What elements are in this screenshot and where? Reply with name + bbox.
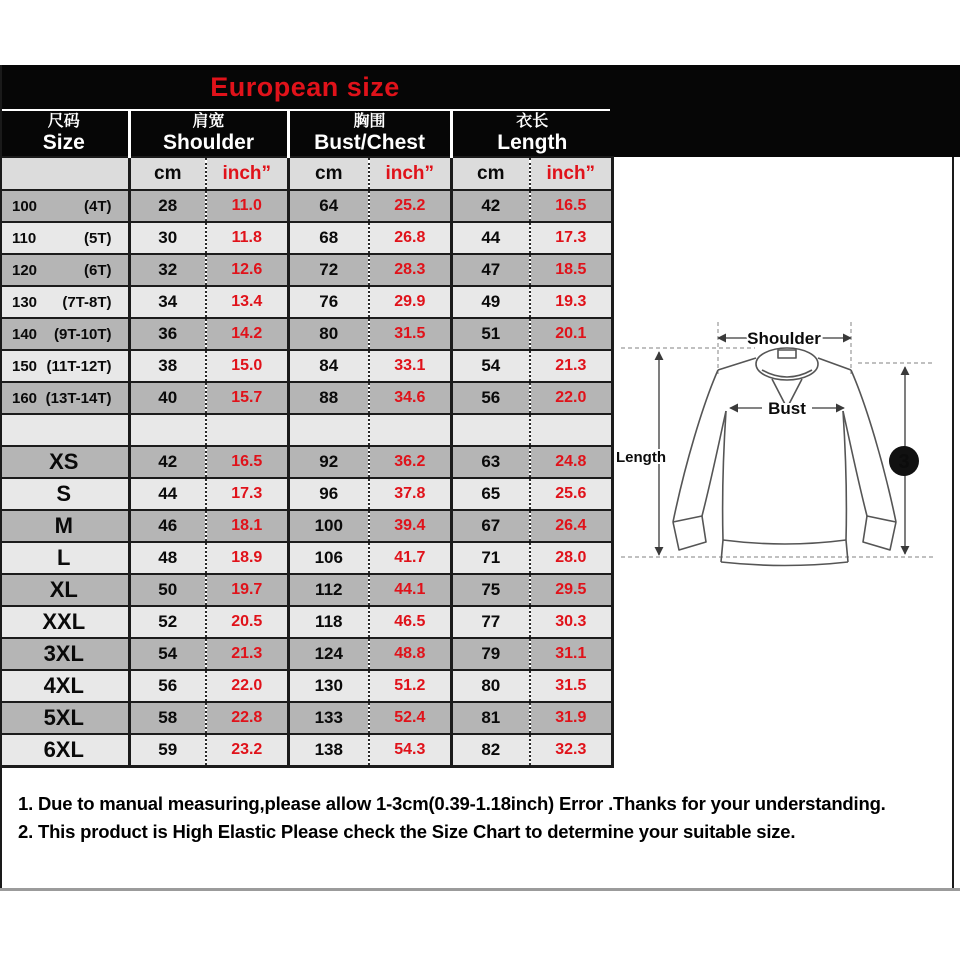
inch-value-cell: 14.2 xyxy=(206,318,288,350)
cm-value-cell: 84 xyxy=(288,350,369,382)
size-cell: 150 (11T-12T) xyxy=(0,350,129,382)
inch-value-cell: 51.2 xyxy=(369,670,451,702)
cm-value-cell: 50 xyxy=(129,574,206,606)
size-cell: L xyxy=(0,542,129,574)
column-header-length-en: Length xyxy=(497,130,568,154)
cm-value-cell: 59 xyxy=(129,734,206,767)
inch-value-cell: 31.5 xyxy=(369,318,451,350)
cm-value-cell: 80 xyxy=(451,670,530,702)
unit-blank-cell xyxy=(0,157,129,190)
frame-left-border xyxy=(0,65,2,888)
inch-value-cell: 26.8 xyxy=(369,222,451,254)
table-row xyxy=(0,382,612,414)
cm-value-cell: 81 xyxy=(451,702,530,734)
column-header-shoulder-zh: 肩宽 xyxy=(192,113,225,131)
inch-value-cell: 18.1 xyxy=(206,510,288,542)
inch-value-cell: 52.4 xyxy=(369,702,451,734)
size-table-body xyxy=(0,190,612,767)
table-row xyxy=(0,734,612,767)
column-header-size xyxy=(0,111,129,157)
bust-label: Bust xyxy=(768,399,806,418)
cm-value-cell: 58 xyxy=(129,702,206,734)
inch-value-cell xyxy=(530,414,612,446)
cm-value-cell: 88 xyxy=(288,382,369,414)
group-header-row xyxy=(0,111,612,157)
cm-value-cell: 28 xyxy=(129,190,206,222)
inch-value-cell: 39.4 xyxy=(369,510,451,542)
table-row xyxy=(0,286,612,318)
cm-value-cell: 47 xyxy=(451,254,530,286)
cm-value-cell: 67 xyxy=(451,510,530,542)
table-row xyxy=(0,702,612,734)
inch-value-cell: 17.3 xyxy=(206,478,288,510)
column-header-size-en: Size xyxy=(42,130,85,154)
table-row xyxy=(0,606,612,638)
size-cell xyxy=(0,414,129,446)
table-row xyxy=(0,478,612,510)
inch-value-cell: 36.2 xyxy=(369,446,451,478)
cm-value-cell: 77 xyxy=(451,606,530,638)
inch-value-cell: 37.8 xyxy=(369,478,451,510)
inch-value-cell: 31.9 xyxy=(530,702,612,734)
inch-value-cell: 22.8 xyxy=(206,702,288,734)
inch-value-cell: 17.3 xyxy=(530,222,612,254)
size-chart-table xyxy=(0,111,614,768)
cm-value-cell: 76 xyxy=(288,286,369,318)
column-header-bust xyxy=(288,111,451,157)
size-cell: S xyxy=(0,478,129,510)
size-cell: 160 (13T-14T) xyxy=(0,382,129,414)
cm-value-cell: 56 xyxy=(129,670,206,702)
inch-value-cell: 28.0 xyxy=(530,542,612,574)
inch-value-cell: 33.1 xyxy=(369,350,451,382)
shoulder-label: Shoulder xyxy=(747,329,821,348)
cm-value-cell: 112 xyxy=(288,574,369,606)
note-line-2: 2. This product is High Elastic Please check the Size Chart to determine your suitable size. xyxy=(18,821,796,842)
inch-value-cell: 31.5 xyxy=(530,670,612,702)
table-row xyxy=(0,350,612,382)
collar-outer xyxy=(756,348,818,380)
table-row xyxy=(0,414,612,446)
cm-value-cell: 54 xyxy=(451,350,530,382)
table-row xyxy=(0,254,612,286)
cm-value-cell: 52 xyxy=(129,606,206,638)
size-cell: 100 (4T) xyxy=(0,190,129,222)
unit-cm-header: cm xyxy=(451,157,530,190)
footer-notes xyxy=(18,790,953,846)
table-row xyxy=(0,190,612,222)
size-cell: 130 (7T-8T) xyxy=(0,286,129,318)
inch-value-cell: 31.1 xyxy=(530,638,612,670)
unit-inch-header: inch” xyxy=(369,157,451,190)
cm-value-cell: 56 xyxy=(451,382,530,414)
inch-value-cell: 29.9 xyxy=(369,286,451,318)
size-cell: 3XL xyxy=(0,638,129,670)
cm-value-cell: 96 xyxy=(288,478,369,510)
size-cell: M xyxy=(0,510,129,542)
inch-value-cell: 15.7 xyxy=(206,382,288,414)
size-cell: 110 (5T) xyxy=(0,222,129,254)
inch-value-cell: 46.5 xyxy=(369,606,451,638)
inch-value-cell: 13.4 xyxy=(206,286,288,318)
inch-value-cell: 19.3 xyxy=(530,286,612,318)
table-row xyxy=(0,222,612,254)
cm-value-cell: 138 xyxy=(288,734,369,767)
column-header-bust-en: Bust/Chest xyxy=(314,130,425,154)
inch-value-cell: 23.2 xyxy=(206,734,288,767)
inch-value-cell: 20.1 xyxy=(530,318,612,350)
measurement-arrows xyxy=(659,338,905,555)
collar-inner xyxy=(762,370,812,377)
unit-cm-header: cm xyxy=(288,157,369,190)
inch-value-cell: 12.6 xyxy=(206,254,288,286)
collar-tag xyxy=(778,350,796,358)
inch-value-cell: 15.0 xyxy=(206,350,288,382)
table-row xyxy=(0,446,612,478)
table-row xyxy=(0,318,612,350)
sweater-outline xyxy=(673,348,896,566)
unit-header-row xyxy=(0,157,612,190)
cm-value-cell xyxy=(451,414,530,446)
inch-value-cell: 41.7 xyxy=(369,542,451,574)
size-cell: 120 (6T) xyxy=(0,254,129,286)
inch-value-cell: 11.0 xyxy=(206,190,288,222)
cm-value-cell xyxy=(288,414,369,446)
column-header-length xyxy=(451,111,612,157)
garment-measure-diagram xyxy=(615,312,960,580)
inch-value-cell xyxy=(206,414,288,446)
page-title: European size xyxy=(210,71,400,102)
table-row xyxy=(0,638,612,670)
cm-value-cell: 75 xyxy=(451,574,530,606)
size-cell: XXL xyxy=(0,606,129,638)
column-header-size-zh: 尺码 xyxy=(47,113,80,131)
column-header-bust-zh: 胸围 xyxy=(353,113,386,131)
size-cell: XL xyxy=(0,574,129,606)
cm-value-cell: 30 xyxy=(129,222,206,254)
title-box xyxy=(0,65,610,111)
cm-value-cell: 38 xyxy=(129,350,206,382)
cm-value-cell: 80 xyxy=(288,318,369,350)
cm-value-cell: 72 xyxy=(288,254,369,286)
size-cell: XS xyxy=(0,446,129,478)
inch-value-cell: 24.8 xyxy=(530,446,612,478)
column-header-shoulder xyxy=(129,111,288,157)
cm-value-cell: 68 xyxy=(288,222,369,254)
cm-value-cell: 46 xyxy=(129,510,206,542)
inch-value-cell: 26.4 xyxy=(530,510,612,542)
cm-value-cell: 49 xyxy=(451,286,530,318)
column-header-shoulder-en: Shoulder xyxy=(163,130,255,154)
table-row xyxy=(0,574,612,606)
cm-value-cell: 42 xyxy=(451,190,530,222)
inch-value-cell: 34.6 xyxy=(369,382,451,414)
unit-cm-header: cm xyxy=(129,157,206,190)
inch-value-cell: 18.5 xyxy=(530,254,612,286)
size-cell: 6XL xyxy=(0,734,129,767)
cm-value-cell: 34 xyxy=(129,286,206,318)
cm-value-cell: 40 xyxy=(129,382,206,414)
length-label: Length xyxy=(616,449,666,466)
inch-value-cell: 25.6 xyxy=(530,478,612,510)
cm-value-cell: 63 xyxy=(451,446,530,478)
cm-value-cell: 44 xyxy=(129,478,206,510)
cm-value-cell: 54 xyxy=(129,638,206,670)
cm-value-cell: 64 xyxy=(288,190,369,222)
inch-value-cell: 22.0 xyxy=(530,382,612,414)
inch-value-cell: 48.8 xyxy=(369,638,451,670)
cm-value-cell: 42 xyxy=(129,446,206,478)
bottom-divider xyxy=(0,888,960,891)
inch-value-cell: 54.3 xyxy=(369,734,451,767)
table-row xyxy=(0,510,612,542)
size-cell: 140 (9T-10T) xyxy=(0,318,129,350)
cm-value-cell: 48 xyxy=(129,542,206,574)
inch-value-cell: 25.2 xyxy=(369,190,451,222)
table-row xyxy=(0,542,612,574)
cm-value-cell: 44 xyxy=(451,222,530,254)
inch-value-cell: 20.5 xyxy=(206,606,288,638)
cm-value-cell: 106 xyxy=(288,542,369,574)
cm-value-cell: 71 xyxy=(451,542,530,574)
cm-value-cell: 100 xyxy=(288,510,369,542)
cm-value-cell: 92 xyxy=(288,446,369,478)
inch-value-cell: 32.3 xyxy=(530,734,612,767)
inch-value-cell: 28.3 xyxy=(369,254,451,286)
cm-value-cell: 79 xyxy=(451,638,530,670)
cm-value-cell: 51 xyxy=(451,318,530,350)
inch-value-cell: 16.5 xyxy=(530,190,612,222)
inch-value-cell: 19.7 xyxy=(206,574,288,606)
cm-value-cell xyxy=(129,414,206,446)
inch-value-cell: 22.0 xyxy=(206,670,288,702)
cm-value-cell: 32 xyxy=(129,254,206,286)
cm-value-cell: 36 xyxy=(129,318,206,350)
cm-value-cell: 65 xyxy=(451,478,530,510)
inch-value-cell: 30.3 xyxy=(530,606,612,638)
cm-value-cell: 133 xyxy=(288,702,369,734)
circled-3-text: 3 xyxy=(898,451,910,473)
inch-value-cell: 16.5 xyxy=(206,446,288,478)
note-line-1: 1. Due to manual measuring,please allow 1-3cm(0.39-1.18inch) Error .Thanks for your understanding. xyxy=(18,793,886,814)
unit-inch-header: inch” xyxy=(530,157,612,190)
inch-value-cell: 21.3 xyxy=(206,638,288,670)
cm-value-cell: 82 xyxy=(451,734,530,767)
inch-value-cell xyxy=(369,414,451,446)
cm-value-cell: 130 xyxy=(288,670,369,702)
inch-value-cell: 18.9 xyxy=(206,542,288,574)
column-header-length-zh: 衣长 xyxy=(516,113,549,131)
cm-value-cell: 118 xyxy=(288,606,369,638)
inch-value-cell: 11.8 xyxy=(206,222,288,254)
table-row xyxy=(0,670,612,702)
size-cell: 4XL xyxy=(0,670,129,702)
size-cell: 5XL xyxy=(0,702,129,734)
inch-value-cell: 29.5 xyxy=(530,574,612,606)
inch-value-cell: 44.1 xyxy=(369,574,451,606)
cm-value-cell: 124 xyxy=(288,638,369,670)
unit-inch-header: inch” xyxy=(206,157,288,190)
inch-value-cell: 21.3 xyxy=(530,350,612,382)
